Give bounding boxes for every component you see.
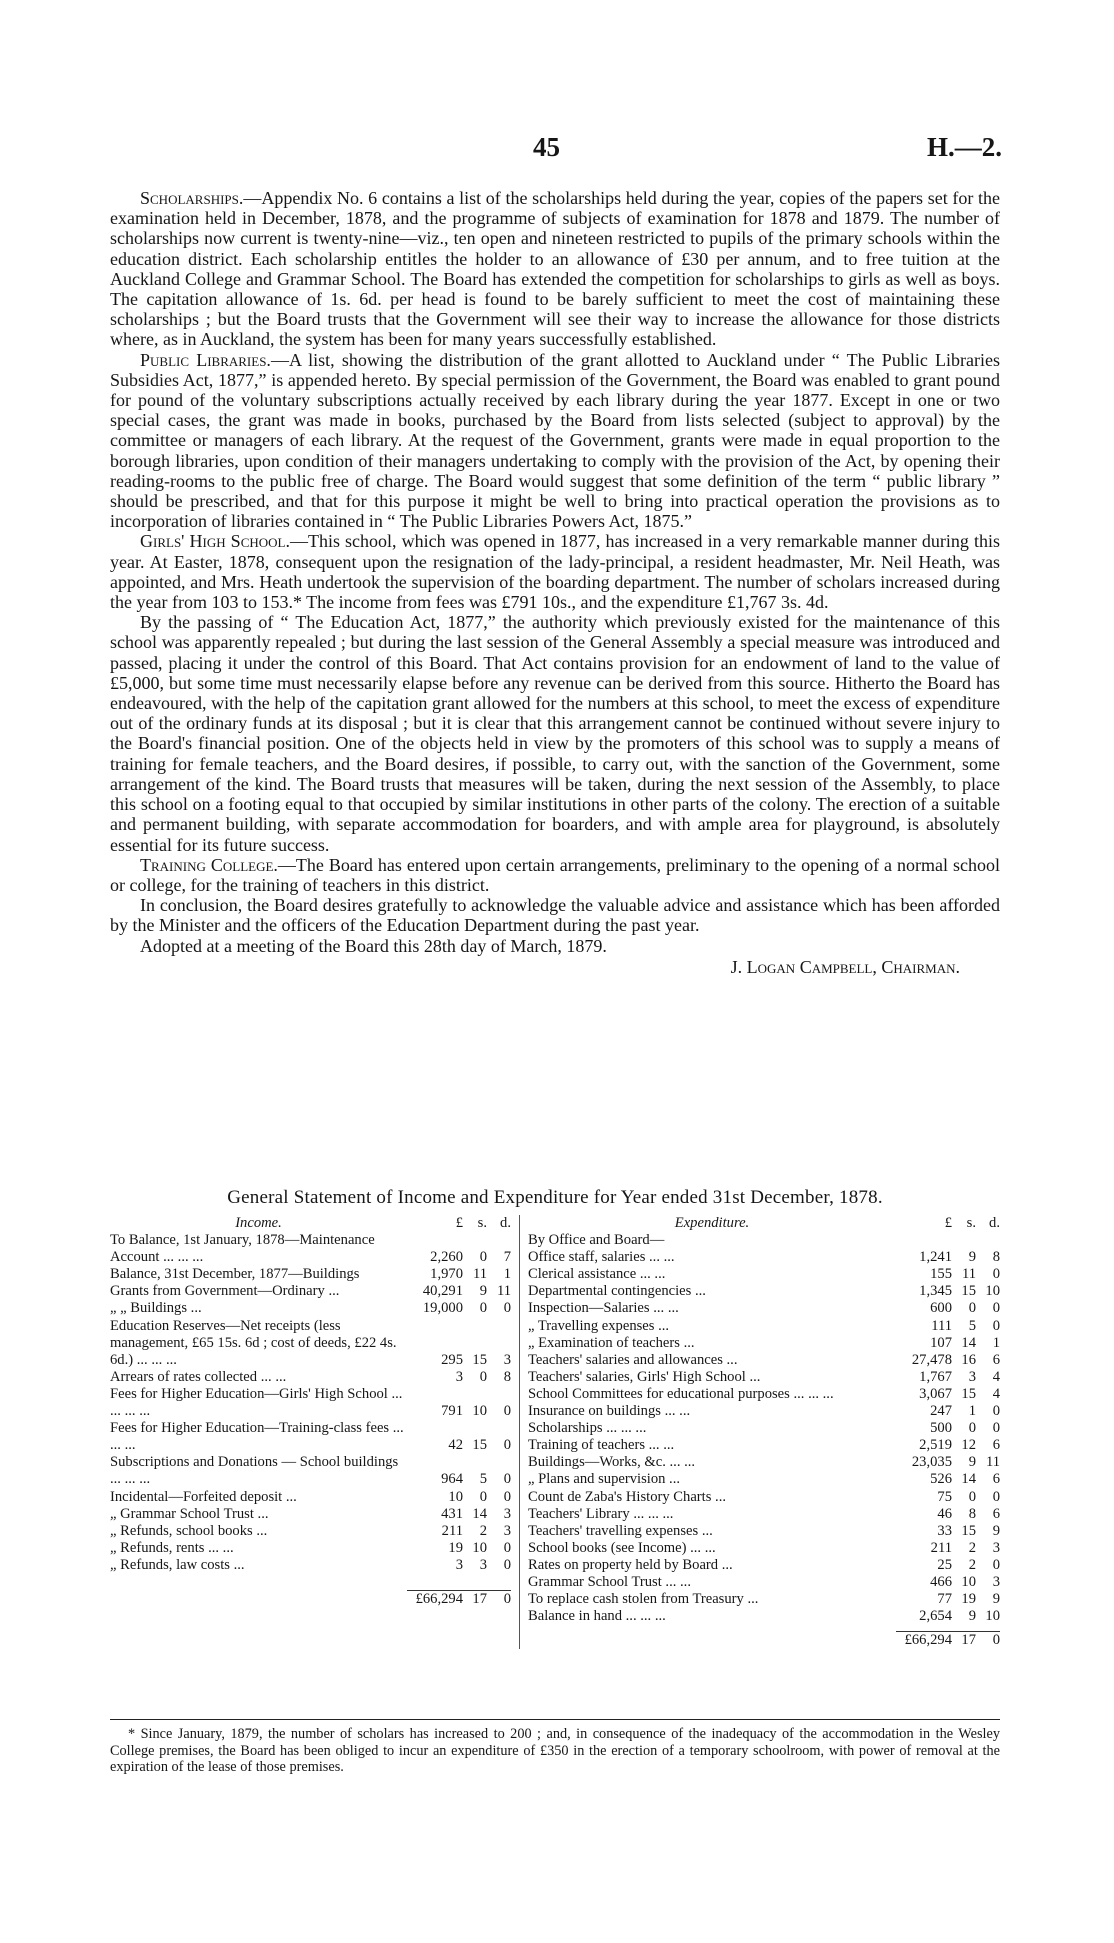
footnote: * Since January, 1879, the number of scholars has increased to 200 ; and, in consequence of the inadequacy of the accommodation in the Wesley College premises, the Board has been obliged to incur an expenditure of £350 in the erection of a temporary schoolroom, with power of removal at the expiration of the lease of those premises.: [110, 1726, 1000, 1776]
income-amount: [407, 1523, 511, 1540]
expenditure-label: „ Travelling expenses ...: [528, 1317, 670, 1334]
income-shillings: 0: [479, 1249, 487, 1266]
expenditure-rows: [528, 1232, 1000, 1625]
expenditure-shillings: 11: [961, 1266, 976, 1283]
income-shillings: 9: [479, 1283, 487, 1300]
income-pence: 7: [503, 1249, 511, 1266]
signature: J. Logan Campbell, Chairman.: [730, 956, 960, 977]
expenditure-pounds: 46: [937, 1505, 952, 1522]
expenditure-row: [528, 1489, 1000, 1506]
income-amount: [407, 1249, 511, 1266]
income-label: Fees for Higher Education—Girls' High School ... ... ... ...: [110, 1385, 403, 1420]
income-pence: 8: [503, 1368, 511, 1385]
expenditure-row: [528, 1454, 1000, 1471]
expenditure-pence: 3: [992, 1573, 1000, 1590]
expenditure-label: Departmental contingencies ...: [528, 1283, 706, 1300]
expenditure-amount: [896, 1300, 1000, 1317]
expenditure-amount: [896, 1557, 1000, 1574]
expenditure-shillings: 12: [961, 1437, 976, 1454]
expenditure-row: [528, 1420, 1000, 1437]
expenditure-shillings: 15: [961, 1283, 976, 1300]
pence-head: d.: [500, 1215, 511, 1231]
income-pence: 0: [503, 1556, 511, 1573]
expenditure-pence: 0: [992, 1420, 1000, 1437]
expenditure-shillings: 16: [961, 1351, 976, 1368]
expenditure-pounds: 1,241: [919, 1249, 952, 1266]
income-pence: 11: [496, 1283, 511, 1300]
expenditure-amount: [896, 1608, 1000, 1625]
income-row: [110, 1557, 511, 1574]
income-label: Arrears of rates collected ... ...: [110, 1368, 287, 1385]
expenditure-total-shillings: 17: [961, 1632, 976, 1649]
expenditure-row: [528, 1249, 1000, 1266]
expenditure-shillings: 5: [968, 1317, 976, 1334]
expenditure-label: Office staff, salaries ... ...: [528, 1249, 675, 1266]
expenditure-row: [528, 1574, 1000, 1591]
paragraph-training-college: [110, 855, 1000, 895]
income-row: [110, 1506, 511, 1523]
expenditure-amount: [896, 1454, 1000, 1471]
income-shillings: 3: [479, 1556, 487, 1573]
income-amount: [407, 1489, 511, 1506]
expenditure-amount: [896, 1540, 1000, 1557]
expenditure-amount: [896, 1437, 1000, 1454]
expenditure-amount: [896, 1369, 1000, 1386]
expenditure-label: Count de Zaba's History Charts ...: [528, 1488, 726, 1505]
income-shillings: 14: [472, 1505, 487, 1522]
expenditure-row: [528, 1437, 1000, 1454]
expenditure-amount: [896, 1283, 1000, 1300]
shillings-head: s.: [477, 1215, 487, 1231]
expenditure-label: Rates on property held by Board ...: [528, 1556, 733, 1573]
heading-scholarships: Scholarships.: [140, 188, 244, 208]
income-rows: [110, 1232, 511, 1574]
expenditure-pounds: 155: [930, 1266, 952, 1283]
expenditure-pounds: 211: [930, 1539, 952, 1556]
expenditure-total-row: [528, 1632, 1000, 1649]
expenditure-label: Scholarships ... ... ...: [528, 1420, 647, 1437]
page-header: [0, 132, 1114, 168]
income-pounds: 1,970: [430, 1266, 463, 1283]
expenditure-label: Teachers' salaries and allowances ...: [528, 1351, 738, 1368]
heading-public-libraries: Public Libraries.: [140, 349, 271, 370]
income-label: Incidental—Forfeited deposit ...: [110, 1488, 297, 1505]
expenditure-shillings: 14: [961, 1471, 976, 1488]
income-label: Balance, 31st December, 1877—Buildings: [110, 1266, 360, 1283]
page-number: 45: [533, 132, 560, 162]
expenditure-shillings: 10: [961, 1573, 976, 1590]
income-label: „ Refunds, school books ...: [110, 1522, 268, 1539]
income-row: [110, 1300, 511, 1317]
expenditure-amount: [896, 1266, 1000, 1283]
income-shillings: 5: [479, 1471, 487, 1488]
income-label: „ Grammar School Trust ...: [110, 1505, 269, 1522]
income-pounds: 431: [441, 1505, 463, 1522]
income-label: „ „ Buildings ...: [110, 1300, 202, 1317]
expenditure-row: [528, 1591, 1000, 1608]
expenditure-pence: 6: [992, 1471, 1000, 1488]
expenditure-row: [528, 1540, 1000, 1557]
expenditure-pounds: 600: [930, 1300, 952, 1317]
income-pence: 3: [503, 1505, 511, 1522]
income-pence: 0: [503, 1300, 511, 1317]
expenditure-label: Teachers' salaries, Girls' High School ...: [528, 1368, 761, 1385]
expenditure-pounds: 466: [930, 1573, 952, 1590]
expenditure-label: Teachers' travelling expenses ...: [528, 1522, 713, 1539]
expenditure-row: [528, 1608, 1000, 1625]
currency-heads: [407, 1215, 511, 1232]
expenditure-pence: 0: [992, 1556, 1000, 1573]
expenditure-shillings: 2: [968, 1539, 976, 1556]
income-pence: 0: [503, 1403, 511, 1420]
expenditure-shillings: 9: [968, 1454, 976, 1471]
expenditure-shillings: 0: [968, 1420, 976, 1437]
expenditure-pence: 4: [992, 1368, 1000, 1385]
expenditure-label: Clerical assistance ... ...: [528, 1266, 666, 1283]
expenditure-shillings: 19: [961, 1591, 976, 1608]
income-label: Education Reserves—Net receipts (less management, £65 15s. 6d ; cost of deeds, £22 4s. 6d.) ... ... ...: [110, 1317, 397, 1368]
expenditure-amount: [896, 1489, 1000, 1506]
paragraph-girls-high-school: [110, 531, 1000, 612]
income-label: Subscriptions and Donations — School buildings ... ... ...: [110, 1454, 399, 1488]
expenditure-label: Insurance on buildings ... ...: [528, 1403, 691, 1420]
income-shillings: 10: [472, 1539, 487, 1556]
expenditure-row: [528, 1283, 1000, 1300]
expenditure-amount: [896, 1249, 1000, 1266]
income-row: [110, 1386, 511, 1420]
income-total-block: [110, 1590, 511, 1608]
expenditure-pounds: 23,035: [911, 1454, 952, 1471]
expenditure-pence: 10: [985, 1283, 1000, 1300]
income-amount: [407, 1506, 511, 1523]
expenditure-row: [528, 1318, 1000, 1335]
income-row: [110, 1523, 511, 1540]
general-statement: [110, 1187, 1000, 1649]
expenditure-pence: 6: [992, 1437, 1000, 1454]
income-row: [110, 1489, 511, 1506]
expenditure-pounds: 526: [930, 1471, 952, 1488]
paragraph-adopted: Adopted at a meeting of the Board this 28th day of March, 1879.: [140, 935, 607, 956]
paragraph-scholarships: [110, 188, 1000, 350]
expenditure-shillings: 14: [961, 1334, 976, 1351]
expenditure-amount: [896, 1420, 1000, 1437]
paragraph-public-libraries: [110, 350, 1000, 532]
expenditure-pence: 0: [992, 1488, 1000, 1505]
expenditure-pence: 9: [992, 1522, 1000, 1539]
income-amount: [407, 1437, 511, 1454]
income-row: [110, 1318, 511, 1369]
income-row: [110, 1283, 511, 1300]
expenditure-pence: 10: [985, 1608, 1000, 1625]
expenditure-total-pence: 0: [992, 1632, 1000, 1649]
income-pounds: 42: [448, 1437, 463, 1454]
income-label: Fees for Higher Education—Training-class fees ... ... ...: [110, 1420, 404, 1454]
expenditure-pence: 0: [992, 1300, 1000, 1317]
expenditure-label: School Committees for educational purposes ... ... ...: [528, 1385, 834, 1402]
income-total-shillings: 17: [472, 1590, 487, 1607]
expenditure-row: [528, 1232, 1000, 1249]
expenditure-row: [528, 1557, 1000, 1574]
expenditure-amount: [896, 1471, 1000, 1488]
expenditure-amount: [896, 1386, 1000, 1403]
income-shillings: 0: [479, 1368, 487, 1385]
expenditure-pence: 11: [985, 1454, 1000, 1471]
expenditure-label: School books (see Income) ... ...: [528, 1539, 716, 1556]
expenditure-label: To replace cash stolen from Treasury ...: [528, 1591, 759, 1608]
income-pence: 1: [503, 1266, 511, 1283]
expenditure-amount: [896, 1574, 1000, 1591]
income-pounds: 964: [441, 1471, 463, 1488]
expenditure-shillings: 15: [961, 1522, 976, 1539]
paragraph-education-act: By the passing of “ The Education Act, 1877,” the authority which previously existed for the maintenance of this school was apparently repealed ; but during the last session of the General Assembly a special measure was introduced and passed, placing it under the control of this Board. That Act contains provision for an endowment of land to the value of £5,000, but some time must necessarily elapse before any revenue can be derived from this source. Hitherto the Board has endeavoured, with the help of the capitation grant allowed for the numbers at this school, to meet the excess of expenditure out of the ordinary funds at its disposal ; but it is clear that this arrangement cannot be continued without severe injury to the Board's financial position. One of the objects held in view by the promoters of this school was to supply a means of training for female teachers, and the Board desires, if possible, to carry out, with the sanction of the Government, some arrangement of the kind. The Board trusts that measures will be taken, during the next session of the Assembly, to place this school on a footing equal to that occupied by similar institutions in other parts of the colony. The erection of a suitable and permanent building, with separate accommodation for boarders, and with ample area for playground, is absolutely essential for its future success.: [110, 612, 1000, 855]
expenditure-pence: 0: [992, 1317, 1000, 1334]
expenditure-amount: [896, 1506, 1000, 1523]
heading-girls-high-school: Girls' High School.: [140, 531, 290, 552]
expenditure-shillings: 9: [968, 1608, 976, 1625]
expenditure-row: [528, 1352, 1000, 1369]
expenditure-label: Teachers' Library ... ... ...: [528, 1505, 674, 1522]
expenditure-amount: [896, 1591, 1000, 1608]
income-pounds: 19: [448, 1539, 463, 1556]
income-amount: [407, 1266, 511, 1283]
expenditure-pounds: 2,654: [919, 1608, 952, 1625]
income-amount: [407, 1352, 511, 1369]
report-body: [110, 188, 1000, 977]
expenditure-label: By Office and Board—: [528, 1232, 665, 1249]
income-pence: 3: [503, 1522, 511, 1539]
income-pence: 0: [503, 1437, 511, 1454]
text-girls-high-school: —This school, which was opened in 1877, has increased in a very remarkable manner during this year. At Easter, 1878, consequent upon the resignation of the lady-principal, a resident headmaster, Mr. Neil Heath, was appointed, and Mrs. Heath undertook the supervision of the boarding department. The number of scholars increased during the year from 103 to 153.* The income from fees was £791 10s., and the expenditure £1,767 3s. 4d.: [110, 531, 1000, 613]
income-total-pence: 0: [503, 1590, 511, 1607]
income-pence: 3: [503, 1351, 511, 1368]
expenditure-shillings: 1: [968, 1403, 976, 1420]
expenditure-label: „ Plans and supervision ...: [528, 1471, 681, 1488]
paragraph-conclusion: In conclusion, the Board desires gratefully to acknowledge the valuable advice and assistance which has been afforded by the Minister and the officers of the Education Department during the past year.: [110, 895, 1000, 936]
paper-reference: H.—2.: [926, 132, 1002, 162]
income-pounds: 211: [441, 1522, 463, 1539]
income-pounds: 19,000: [422, 1300, 463, 1317]
expenditure-row: [528, 1300, 1000, 1317]
expenditure-header-row: [528, 1215, 1000, 1232]
income-label: „ Refunds, rents ... ...: [110, 1539, 234, 1556]
heading-training-college: Training College.: [140, 854, 278, 875]
income-pounds: 295: [441, 1351, 463, 1368]
expenditure-shillings: 8: [968, 1505, 976, 1522]
income-label: Grants from Government—Ordinary ...: [110, 1283, 340, 1300]
text-public-libraries: —A list, showing the distribution of the grant allotted to Auckland under “ The Public Libraries Subsidies Act, 1877,” is appended hereto. By special permission of the Government, the Board was enabled to grant pound for pound of the voluntary subscriptions actually received by each library during the year 1877. Except in one or two special cases, the grant was made in books, purchased by the Board from lists selected (subject to approval) by the committee or managers of each library. At the request of the Government, grants were made in equal proportion to the borough libraries, upon condition of their managers undertaking to comply with the provision of the Act, by opening their reading-rooms to the public free of charge. The Board would suggest that some definition of the term “ public library ” should be prescribed, and that for this purpose it might be well to bring into practical operation the provisions as to incorporation of libraries contained in “ The Public Libraries Powers Act, 1875.”: [110, 349, 1000, 532]
income-heading: Income.: [235, 1215, 282, 1231]
expenditure-pence: 0: [992, 1403, 1000, 1420]
expenditure-shillings: 0: [968, 1488, 976, 1505]
text-training-college: —The Board has entered upon certain arrangements, preliminary to the opening of a normal school or college, for the training of teachers in this district.: [110, 854, 1000, 895]
expenditure-pence: 0: [992, 1266, 1000, 1283]
expenditure-pounds: 3,067: [919, 1385, 952, 1402]
expenditure-row: [528, 1386, 1000, 1403]
expenditure-pence: 6: [992, 1505, 1000, 1522]
income-shillings: 11: [472, 1266, 487, 1283]
text-scholarships: —Appendix No. 6 contains a list of the scholarships held during the year, copies of the papers set for the examination held in December, 1878, and the programme of subjects of examination for 1878 and 1879. The number of scholarships now current is twenty-nine—viz., ten open and nineteen restricted to pupils of the primary schools within the education district. Each scholarship entitles the holder to an allowance of £30 per annum, and to free tuition at the Auckland College and Grammar School. The Board has extended the competition for scholarships to girls as well as boys. The capitation allowance of 1s. 6d. per head is found to be barely sufficient to meet the cost of maintaining these scholarships ; but the Board trusts that the Government will see their way to increase the allowance for those districts where, as in Auckland, the system has been for many years successfully established.: [110, 188, 1000, 350]
income-pounds: 3: [455, 1368, 463, 1385]
expenditure-shillings: 2: [968, 1556, 976, 1573]
income-pounds: 2,260: [430, 1249, 463, 1266]
expenditure-pounds: 75: [937, 1488, 952, 1505]
income-amount: [407, 1300, 511, 1317]
expenditure-total-block: [528, 1631, 1000, 1649]
expenditure-pounds: 500: [930, 1420, 952, 1437]
expenditure-amount: [896, 1335, 1000, 1352]
expenditure-pounds: 107: [930, 1334, 952, 1351]
expenditure-pounds: 1,345: [919, 1283, 952, 1300]
income-row: [110, 1369, 511, 1386]
expenditure-pence: 4: [992, 1385, 1000, 1402]
income-row: [110, 1454, 511, 1488]
income-pounds: 791: [441, 1403, 463, 1420]
expenditure-row: [528, 1506, 1000, 1523]
expenditure-pounds: 247: [930, 1403, 952, 1420]
expenditure-pence: 1: [992, 1334, 1000, 1351]
expenditure-amount: [896, 1318, 1000, 1335]
income-row: [110, 1266, 511, 1283]
income-pence: 0: [503, 1471, 511, 1488]
income-pounds: 3: [455, 1556, 463, 1573]
income-shillings: 10: [472, 1403, 487, 1420]
income-row: [110, 1420, 511, 1454]
expenditure-pounds: 2,519: [919, 1437, 952, 1454]
income-header-row: [110, 1215, 511, 1232]
income-pence: 0: [503, 1539, 511, 1556]
expenditure-row: [528, 1266, 1000, 1283]
expenditure-row: [528, 1403, 1000, 1420]
income-shillings: 0: [479, 1488, 487, 1505]
footnote-rule: [110, 1719, 1000, 1720]
income-shillings: 15: [472, 1351, 487, 1368]
expenditure-pence: 3: [992, 1539, 1000, 1556]
expenditure-pounds: 25: [937, 1556, 952, 1573]
expenditure-label: Grammar School Trust ... ...: [528, 1573, 691, 1590]
income-amount: [407, 1471, 511, 1488]
expenditure-amount: [896, 1352, 1000, 1369]
income-shillings: 0: [479, 1300, 487, 1317]
income-pounds: 40,291: [422, 1283, 463, 1300]
income-shillings: 15: [472, 1437, 487, 1454]
pounds-head: £: [455, 1215, 463, 1231]
income-row: [110, 1540, 511, 1557]
income-row: [110, 1232, 511, 1266]
expenditure-pounds: 1,767: [919, 1368, 952, 1385]
expenditure-label: Buildings—Works, &c. ... ...: [528, 1454, 696, 1471]
currency-heads-right: [896, 1215, 1000, 1232]
expenditure-label: „ Examination of teachers ...: [528, 1334, 695, 1351]
statement-title: General Statement of Income and Expenditure for Year ended 31st December, 1878.: [227, 1187, 883, 1208]
expenditure-label: Inspection—Salaries ... ...: [528, 1300, 679, 1317]
income-label: „ Refunds, law costs ...: [110, 1556, 245, 1573]
income-amount: [407, 1403, 511, 1420]
expenditure-row: [528, 1523, 1000, 1540]
pence-head-right: d.: [989, 1215, 1000, 1231]
pounds-head-right: £: [944, 1215, 952, 1231]
expenditure-row: [528, 1335, 1000, 1352]
expenditure-shillings: 9: [968, 1249, 976, 1266]
expenditure-pence: 8: [992, 1249, 1000, 1266]
income-pounds: 10: [448, 1488, 463, 1505]
expenditure-amount: [896, 1403, 1000, 1420]
expenditure-pounds: 111: [931, 1317, 952, 1334]
income-amount: [407, 1369, 511, 1386]
expenditure-row: [528, 1369, 1000, 1386]
expenditure-row: [528, 1471, 1000, 1488]
statement-columns: [110, 1215, 1000, 1649]
income-total-row: [110, 1591, 511, 1608]
income-amount: [407, 1557, 511, 1574]
income-shillings: 2: [479, 1522, 487, 1539]
income-pence: 0: [503, 1488, 511, 1505]
expenditure-pence: 9: [992, 1591, 1000, 1608]
expenditure-shillings: 15: [961, 1385, 976, 1402]
expenditure-shillings: 3: [968, 1368, 976, 1385]
expenditure-shillings: 0: [968, 1300, 976, 1317]
expenditure-amount: [896, 1523, 1000, 1540]
expenditure-pounds: 27,478: [911, 1351, 952, 1368]
income-column: [110, 1215, 520, 1649]
income-total-pounds: £66,294: [415, 1590, 463, 1607]
expenditure-column: [520, 1215, 1000, 1649]
shillings-head-right: s.: [966, 1215, 976, 1231]
expenditure-pounds: 33: [937, 1522, 952, 1539]
expenditure-heading: Expenditure.: [674, 1215, 750, 1231]
expenditure-pounds: 77: [937, 1591, 952, 1608]
expenditure-label: Training of teachers ... ...: [528, 1437, 675, 1454]
expenditure-total-pounds: £66,294: [904, 1632, 952, 1649]
income-amount: [407, 1540, 511, 1557]
income-label: To Balance, 1st January, 1878—Maintenance Account ... ... ...: [110, 1232, 375, 1266]
income-amount: [407, 1283, 511, 1300]
expenditure-label: Balance in hand ... ... ...: [528, 1608, 666, 1625]
expenditure-pence: 6: [992, 1351, 1000, 1368]
